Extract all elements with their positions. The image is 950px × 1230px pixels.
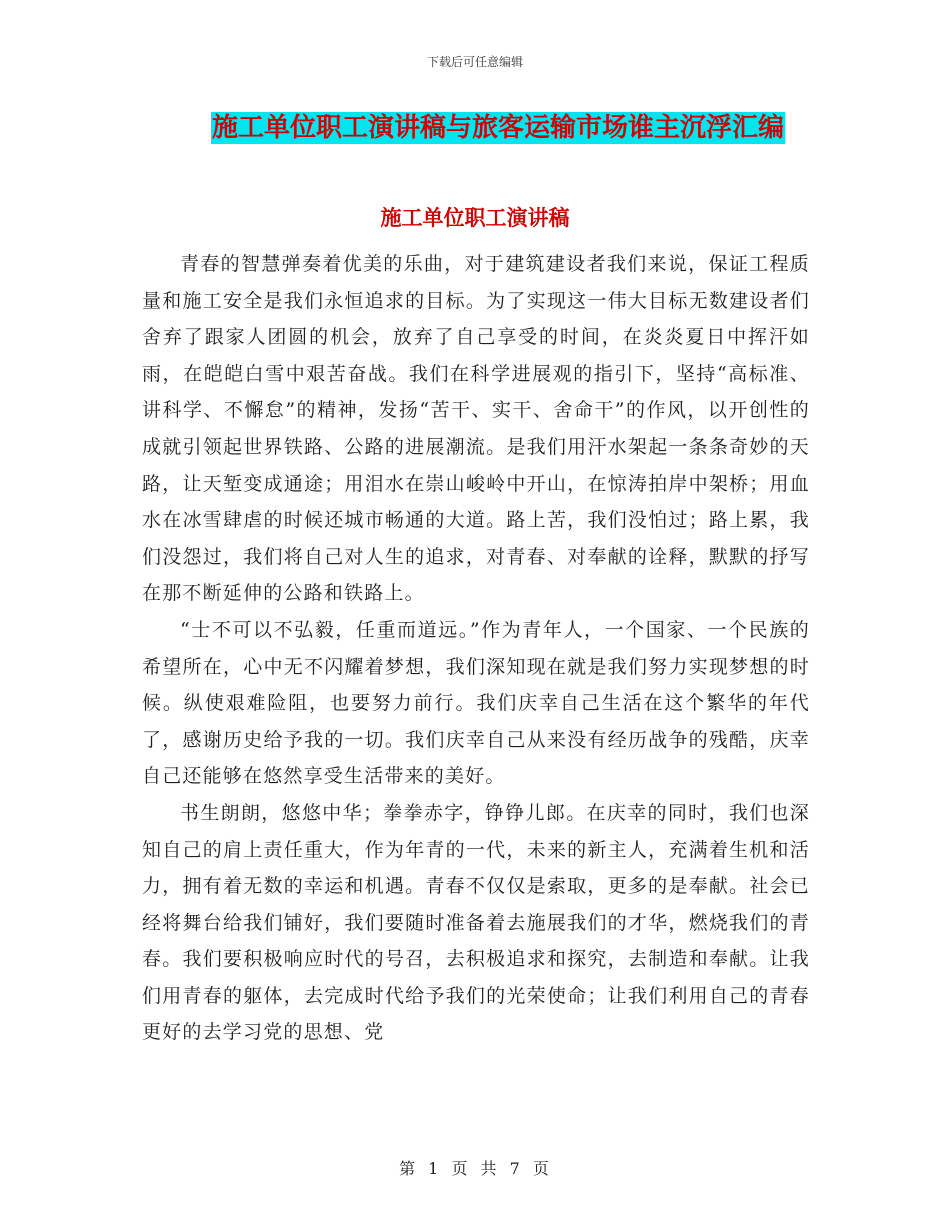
page-footer: 第 1 页 共 7 页 [399, 1159, 551, 1178]
document-title-container [0, 112, 950, 144]
paragraph: 青春的智慧弹奏着优美的乐曲，对于建筑建设者我们来说，保证工程质量和施工安全是我们永恒追求的目标。为了实现这一伟大目标无数建设者们舍弃了跟家人团圆的机会，放弃了自己享受的时间，在炎炎夏日中挥汗如雨，在皑皑白雪中艰苦奋战。我们在科学进展观的指引下，坚持“高标准、讲科学、不懈怠”的精神，发扬“苦干、实干、舍命干”的作风，以开创性的成就引领起世界铁路、公路的进展潮流。是我们用汗水架起一条条奇妙的天路，让天堑变成通途；用泪水在崇山峻岭中开山，在惊涛拍岸中架桥；用血水在冰雪肆虐的时候还城市畅通的大道。路上苦，我们没怕过；路上累，我们没怨过，我们将自己对人生的追求，对青春、对奉献的诠释，默默的抒写在那不断延伸的公路和铁路上。 [142, 253, 810, 605]
paragraph: 书生朗朗，悠悠中华；拳拳赤字，铮铮儿郎。在庆幸的同时，我们也深知自己的肩上责任重大，作为年青的一代，未来的新主人，充满着生机和活力，拥有着无数的幸运和机遇。青春不仅仅是索取，更多的是奉献。社会已经将舞台给我们铺好，我们要随时准备着去施展我们的才华，燃烧我们的青春。我们要积极响应时代的号召，去积极追求和探究，去制造和奉献。让我们用青春的躯体，去完成时代给予我们的光荣使命；让我们利用自己的青春更好的去学习党的思想、党 [142, 801, 810, 1044]
header-note: 下载后可任意编辑 [426, 55, 523, 69]
paragraph: “士不可以不弘毅，任重而道远。”作为青年人，一个国家、一个民族的希望所在，心中无不闪耀着梦想，我们深知现在就是我们努力实现梦想的时候。纵使艰难险阻，也要努力前行。我们庆幸自己生活在这个繁华的年代了，感谢历史给予我的一切。我们庆幸自己从来没有经历战争的残酷，庆幸自己还能够在悠然享受生活带来的美好。 [142, 618, 810, 788]
section-title: 施工单位职工演讲稿 [380, 205, 570, 230]
document-title: 施工单位职工演讲稿与旅客运输市场谁主沉浮汇编 [211, 113, 784, 143]
document-body [142, 246, 810, 1051]
